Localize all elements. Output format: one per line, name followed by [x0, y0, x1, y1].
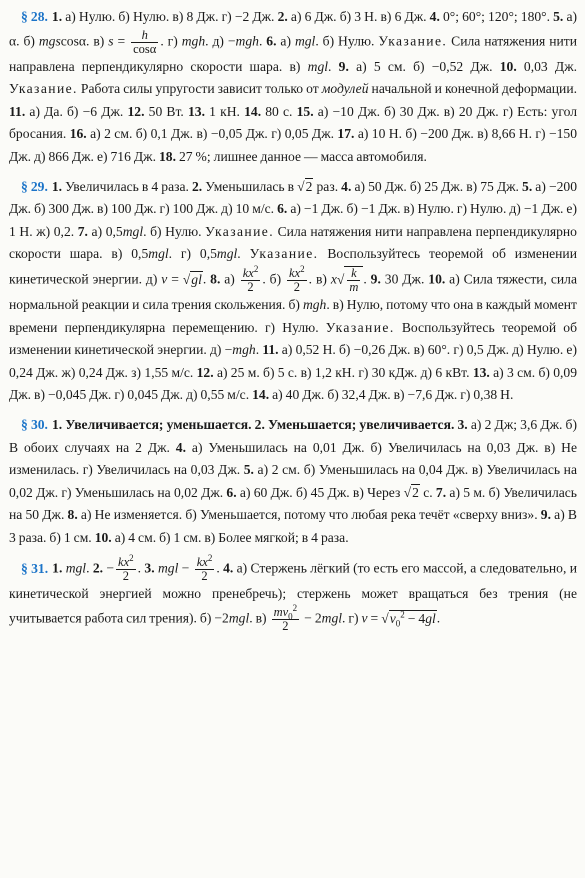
- section-number: § 28.: [21, 9, 48, 24]
- section-31: § 31. 1. mgl. 2. − $\frac{kx^2}{2}$ . 3. mgl − $\frac{kx^2}{2}$ . 4. а) Стержень лёгкий (то есть его массой, а следовательно, и кинетической энергией можно пренебречь); стержень может вращаться без трения (не учитывается работа сил трения). б) −2mgl. в) $\frac{mv_0^2}{2}$ − 2mgl. г) $v = √v_0^2 - 4gl$.: [9, 553, 577, 634]
- section-number: § 30.: [21, 416, 48, 432]
- section-number: § 29.: [21, 178, 48, 194]
- section-29: § 29. 1. Увеличилась в 4 раза. 2. Уменьшилась в √2 раз. 4. а) 50 Дж. б) 25 Дж. в) 75 Дж. 5. а) −200 Дж. б) 300 Дж. в) 100 Дж. г) 100 Дж. д) 10 м/с. 6. а) −1 Дж. б) −1 Дж. в) Нулю. г) Нулю. д) −1 Дж. е) 1 Н. ж) 0,2. 7. а) 0,5mgl. б) Нулю. Указание. Сила натяжения нити направлена перпендикулярно скорости шара. в) 0,5mgl. г) 0,5mgl. Указание. Воспользуйтесь теоремой об изменении кинетической энергии. д) v = √gl. 8. а) $\frac{kx^2}{2}$ . б) $\frac{kx^2}{2}$ . в) x√ $\frac{k}{m}$ . 9. 30 Дж. 10. а) Сила тяжести, сила нормальной реакции и сила трения скольжения. б) mgh. в) Нулю, потому что она в каждый момент времени перпендикулярна перемещению. г) Нулю. Указание. Воспользуйтесь теоремой об изменении кинетической энергии. д) −mgh. 11. а) 0,52 Н. б) −0,26 Дж. в) 60°. г) 0,5 Дж. д) Нулю. е) 0,24 Дж. ж) 0,24 Дж. з) 1,55 м/с. 12. а) 25 м. б) 5 с. в) 1,2 кН. г) 30 кДж. д) 6 кВт. 13. а) 3 см. б) 0,09 Дж. в) −0,045 Дж. г) 0,045 Дж. д) 0,55 м/с. 14. а) 40 Дж. б) 32,4 Дж. в) −7,6 Дж. г) 0,38 Н.: [9, 178, 577, 403]
- section-number: § 31.: [21, 561, 49, 577]
- section-28: § 28. 1. а) Нулю. б) Нулю. в) 8 Дж. г) −2 Дж. 2. а) 6 Дж. б) 3 Н. в) 6 Дж. 4. 0°; 60°; 120°; 180°. 5. а) α. б) mgscosα. в) s = $\frac{h}{\cos\alpha}$ . г) mgh. д) −mgh. 6. а) mgl. б) Нулю. Указание. Сила натяжения нити направлена перпендикулярно скорости шара. в) mgl. 9. а) 5 см. б) −0,52 Дж. 10. 0,03 Дж. Указание. Работа силы упругости зависит только от модулей начальной и конечной деформации. 11. а) Да. б) −6 Дж. 12. 50 Вт. 13. 1 кН. 14. 80 с. 15. а) −10 Дж. б) 30 Дж. в) 20 Дж. г) Есть: угол бросания. 16. а) 2 см. б) 0,1 Дж. в) −0,05 Дж. г) 0,05 Дж. 17. а) 10 Н. б) −200 Дж. в) 8,66 Н. г) −150 Дж. д) 866 Дж. е) 716 Дж. 18. 27 %; лишнее данное — масса автомобиля.: [9, 9, 578, 164]
- section-30: § 30. 1. Увеличивается; уменьшается. 2. Уменьшается; увеличивается. 3. а) 2 Дж; 3,6 Дж. б) В обоих случаях на 2 Дж. 4. а) Уменьшилась на 0,01 Дж. б) Увеличилась на 0,03 Дж. в) Не изменилась. г) Увеличилась на 0,03 Дж. 5. а) 2 см. б) Уменьшилась на 0,04 Дж. в) Увеличилась на 0,02 Дж. г) Уменьшилась на 0,02 Дж. 6. а) 60 Дж. б) 45 Дж. в) Через √2 с. 7. а) 5 м. б) Увеличилась на 50 Дж. 8. а) Не изменяется. б) Уменьшается, потому что любая река течёт «сверху вниз». 9. а) В 3 раза. б) 1 см. 10. а) 4 см. б) 1 см. в) Более мягкой; в 4 раза.: [9, 416, 578, 545]
